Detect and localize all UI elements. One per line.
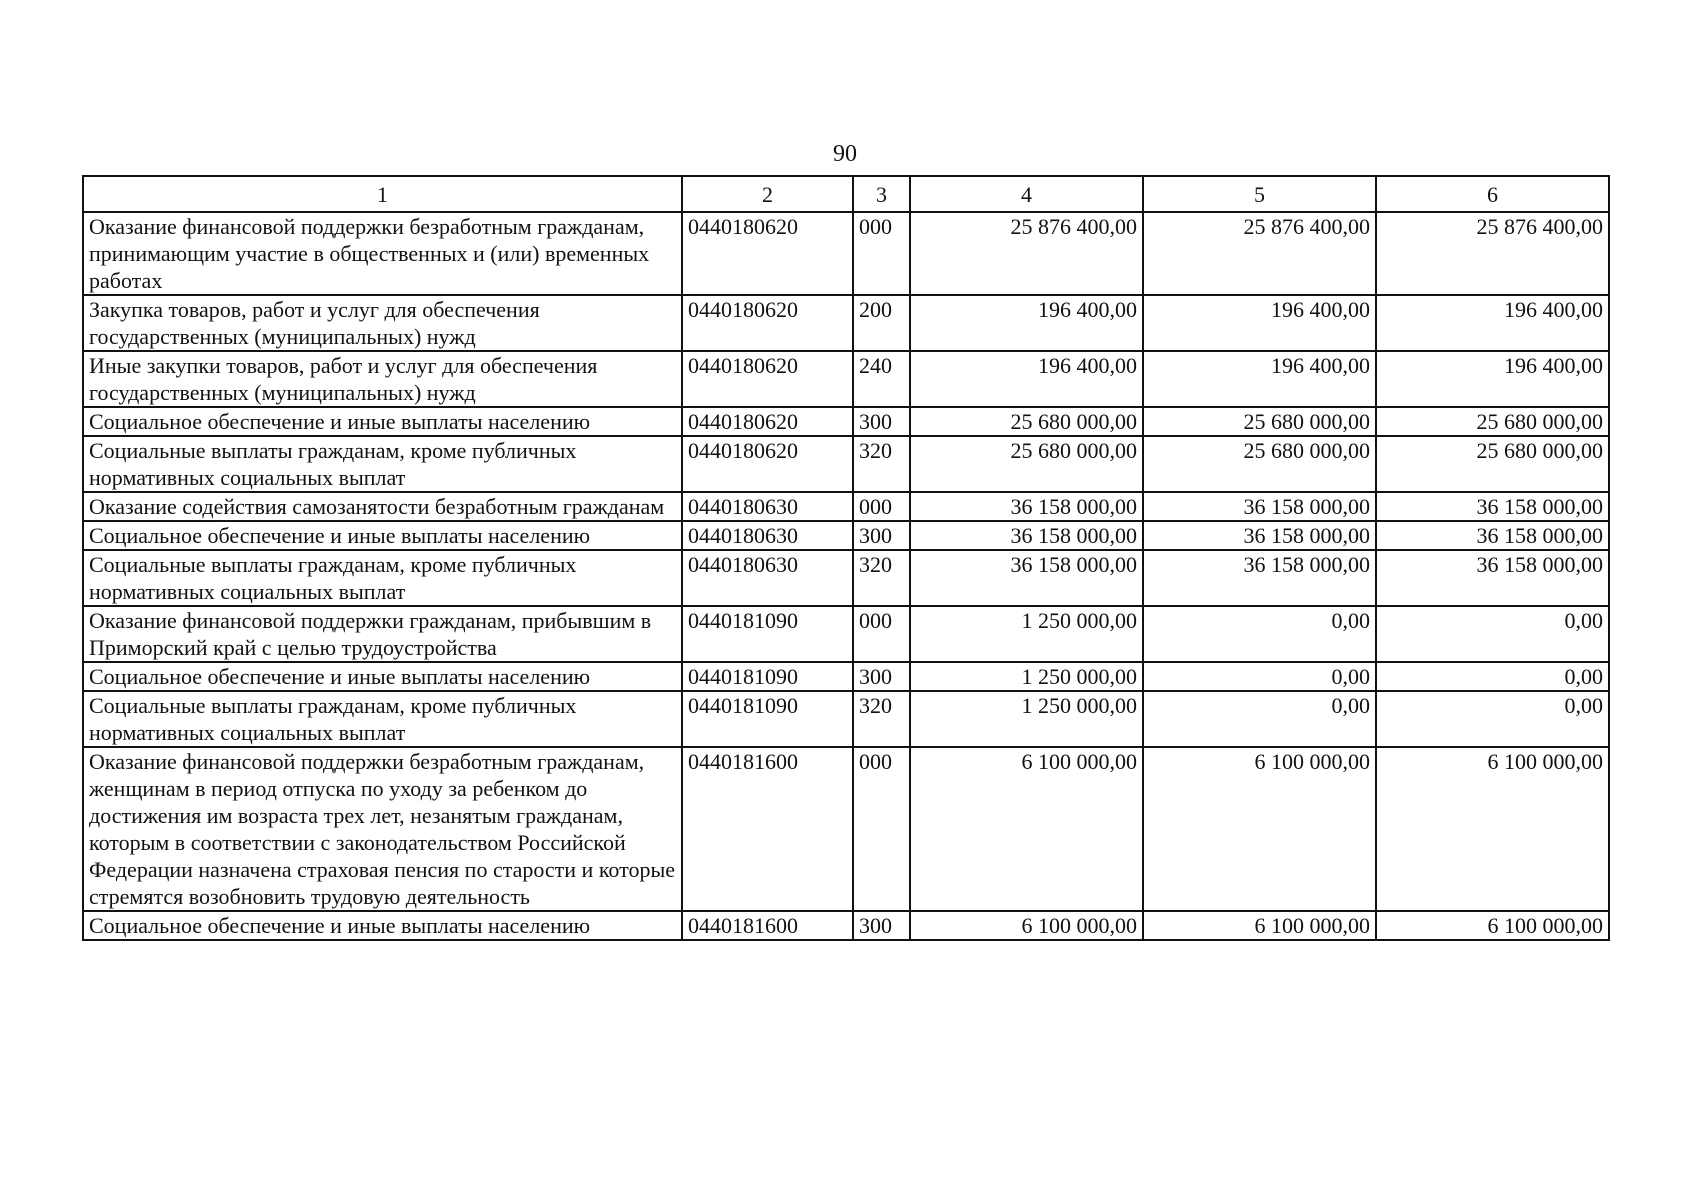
header-cell-amount-3: 6	[1376, 176, 1609, 212]
table-row	[83, 212, 1609, 295]
row-amount-cell-1: 25 680 000,00	[910, 436, 1143, 492]
row-name-cell: Социальное обеспечение и иные выплаты населению	[83, 911, 682, 940]
row-amount-cell-1: 196 400,00	[910, 295, 1143, 351]
table-row	[83, 295, 1609, 351]
row-amount-cell-1: 25 876 400,00	[910, 212, 1143, 295]
row-code-cell: 0440181090	[682, 691, 853, 747]
header-row	[83, 176, 1609, 212]
row-amount-cell-1: 25 680 000,00	[910, 407, 1143, 436]
row-name-cell: Закупка товаров, работ и услуг для обеспечения государственных (муниципальных) нужд	[83, 295, 682, 351]
table-row	[83, 747, 1609, 911]
row-amount-cell-3: 25 680 000,00	[1376, 436, 1609, 492]
table-row	[83, 662, 1609, 691]
row-amount-cell-1: 6 100 000,00	[910, 747, 1143, 911]
row-amount-cell-3: 36 158 000,00	[1376, 492, 1609, 521]
row-code-cell: 0440181090	[682, 606, 853, 662]
row-code-cell: 0440180620	[682, 212, 853, 295]
table-row	[83, 492, 1609, 521]
table-row	[83, 550, 1609, 606]
row-code-cell: 0440181090	[682, 662, 853, 691]
row-name-cell: Иные закупки товаров, работ и услуг для обеспечения государственных (муниципальных) нужд	[83, 351, 682, 407]
row-amount-cell-2: 36 158 000,00	[1143, 550, 1376, 606]
table-row	[83, 351, 1609, 407]
row-vr-cell: 000	[853, 747, 910, 911]
row-amount-cell-3: 6 100 000,00	[1376, 911, 1609, 940]
row-amount-cell-1: 1 250 000,00	[910, 691, 1143, 747]
row-code-cell: 0440180630	[682, 550, 853, 606]
row-vr-cell: 320	[853, 436, 910, 492]
row-amount-cell-2: 36 158 000,00	[1143, 492, 1376, 521]
row-vr-cell: 000	[853, 492, 910, 521]
row-vr-cell: 000	[853, 606, 910, 662]
header-cell-code: 2	[682, 176, 853, 212]
table-row	[83, 436, 1609, 492]
row-amount-cell-1: 6 100 000,00	[910, 911, 1143, 940]
row-amount-cell-3: 36 158 000,00	[1376, 550, 1609, 606]
row-code-cell: 0440180620	[682, 407, 853, 436]
row-name-cell: Оказание финансовой поддержки безработным гражданам, женщинам в период отпуска по уходу за ребенком до достижения им возраста трех лет, незанятым гражданам, которым в соответствии с законодательством Российской Федерации назначена страховая пенсия по старости и которые стремятся возобновить трудовую деятельность	[83, 747, 682, 911]
row-code-cell: 0440180630	[682, 492, 853, 521]
row-name-cell: Оказание финансовой поддержки гражданам, прибывшим в Приморский край с целью трудоустройства	[83, 606, 682, 662]
row-name-cell: Оказание содействия самозанятости безработным гражданам	[83, 492, 682, 521]
row-amount-cell-3: 0,00	[1376, 691, 1609, 747]
row-amount-cell-2: 0,00	[1143, 691, 1376, 747]
row-vr-cell: 320	[853, 550, 910, 606]
row-vr-cell: 300	[853, 407, 910, 436]
row-amount-cell-3: 36 158 000,00	[1376, 521, 1609, 550]
row-name-cell: Социальные выплаты гражданам, кроме публичных нормативных социальных выплат	[83, 436, 682, 492]
row-amount-cell-3: 0,00	[1376, 662, 1609, 691]
row-amount-cell-2: 196 400,00	[1143, 351, 1376, 407]
table-row	[83, 521, 1609, 550]
row-amount-cell-3: 25 680 000,00	[1376, 407, 1609, 436]
row-name-cell: Социальные выплаты гражданам, кроме публичных нормативных социальных выплат	[83, 691, 682, 747]
table-row	[83, 407, 1609, 436]
row-amount-cell-3: 25 876 400,00	[1376, 212, 1609, 295]
table-row	[83, 606, 1609, 662]
row-amount-cell-1: 36 158 000,00	[910, 492, 1143, 521]
row-vr-cell: 000	[853, 212, 910, 295]
row-vr-cell: 300	[853, 521, 910, 550]
budget-table	[82, 175, 1610, 941]
row-name-cell: Социальное обеспечение и иные выплаты населению	[83, 521, 682, 550]
row-vr-cell: 300	[853, 911, 910, 940]
row-amount-cell-1: 36 158 000,00	[910, 550, 1143, 606]
row-amount-cell-1: 36 158 000,00	[910, 521, 1143, 550]
row-code-cell: 0440180620	[682, 295, 853, 351]
table-header	[83, 176, 1609, 212]
row-amount-cell-2: 36 158 000,00	[1143, 521, 1376, 550]
row-vr-cell: 240	[853, 351, 910, 407]
header-cell-name: 1	[83, 176, 682, 212]
row-code-cell: 0440180620	[682, 436, 853, 492]
header-cell-amount-2: 5	[1143, 176, 1376, 212]
row-amount-cell-1: 1 250 000,00	[910, 606, 1143, 662]
row-code-cell: 0440180620	[682, 351, 853, 407]
row-name-cell: Социальное обеспечение и иные выплаты населению	[83, 407, 682, 436]
row-code-cell: 0440180630	[682, 521, 853, 550]
row-amount-cell-2: 0,00	[1143, 662, 1376, 691]
row-amount-cell-3: 196 400,00	[1376, 295, 1609, 351]
row-amount-cell-2: 25 876 400,00	[1143, 212, 1376, 295]
row-amount-cell-1: 196 400,00	[910, 351, 1143, 407]
row-vr-cell: 300	[853, 662, 910, 691]
page-number: 90	[833, 141, 857, 167]
row-amount-cell-2: 6 100 000,00	[1143, 911, 1376, 940]
row-amount-cell-2: 6 100 000,00	[1143, 747, 1376, 911]
header-cell-amount-1: 4	[910, 176, 1143, 212]
row-code-cell: 0440181600	[682, 747, 853, 911]
row-vr-cell: 320	[853, 691, 910, 747]
row-name-cell: Социальное обеспечение и иные выплаты населению	[83, 662, 682, 691]
row-amount-cell-3: 6 100 000,00	[1376, 747, 1609, 911]
row-amount-cell-3: 0,00	[1376, 606, 1609, 662]
header-cell-vr: 3	[853, 176, 910, 212]
row-amount-cell-3: 196 400,00	[1376, 351, 1609, 407]
row-name-cell: Оказание финансовой поддержки безработным гражданам, принимающим участие в общественных и (или) временных работах	[83, 212, 682, 295]
table-row	[83, 691, 1609, 747]
row-amount-cell-2: 25 680 000,00	[1143, 407, 1376, 436]
row-amount-cell-2: 0,00	[1143, 606, 1376, 662]
table-row	[83, 911, 1609, 940]
row-name-cell: Социальные выплаты гражданам, кроме публичных нормативных социальных выплат	[83, 550, 682, 606]
row-amount-cell-2: 25 680 000,00	[1143, 436, 1376, 492]
row-vr-cell: 200	[853, 295, 910, 351]
row-amount-cell-2: 196 400,00	[1143, 295, 1376, 351]
row-amount-cell-1: 1 250 000,00	[910, 662, 1143, 691]
table-body	[83, 212, 1609, 940]
row-code-cell: 0440181600	[682, 911, 853, 940]
